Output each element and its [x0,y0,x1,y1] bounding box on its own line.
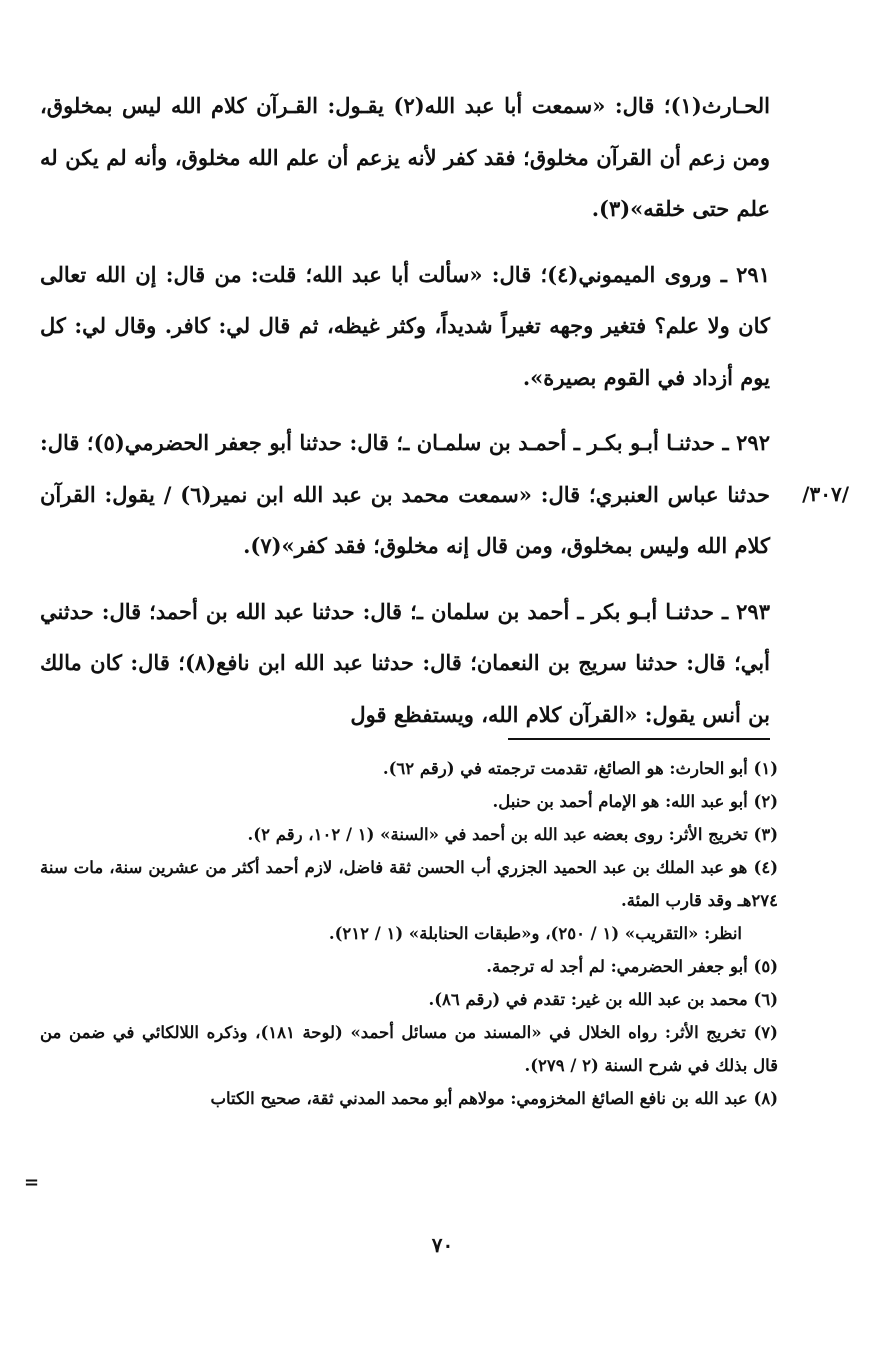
footnote-5: (٥) أبو جعفر الحضرمي: لم أجد له ترجمة. [486,957,778,976]
footnotes-block [40,752,778,1115]
footnote-2: (٢) أبو عبد الله: هو الإمام أحمد بن حنبل. [492,792,778,811]
page-number: ٧٠ [431,1233,454,1257]
paragraph-293: ٢٩٣ ـ حدثنـا أبـو بكر ـ أحمد بن سلمان ـ؛ قال: حدثنا عبد الله بن أحمد؛ قال: حدثني أبي؛ قال: حدثنا سريج بن النعمان؛ قال: حدثنا عبد الله ابن نافع(٨)؛ قال: كان مالك بن أنس يقول: «القرآن كلام الله، ويستفظع قول [40,598,770,727]
footnote-6: (٦) محمد بن عبد الله بن غير: تقدم في (رقم ٨٦). [428,990,778,1009]
footnote-8: (٨) عبد الله بن نافع الصائغ المخزومي: مولاهم أبو محمد المدني ثقة، صحيح الكتاب [210,1089,778,1108]
footnote-continuation-mark: = [24,1172,40,1193]
footnote-4-reference: انظر: «التقريب» (١ / ٢٥٠)، و«طبقات الحنابلة» (١ / ٢١٢). [328,924,742,943]
footnote-7: (٧) تخريج الأثر: رواه الخلال في «المسند من مسائل أحمد» (لوحة ١٨١)، وذكره اللالكائي في ضمن من قال بذلك في شرح السنة (٢ / ٢٧٩). [40,1023,778,1075]
footnote-separator [508,738,770,740]
footnote-4: (٤) هو عبد الملك بن عبد الحميد الجزري أب الحسن ثقة فاضل، لازم أحمد أكثر من عشرين سنة، مات سنة ٢٧٤هـ وقد قارب المئة. [40,858,778,910]
paragraph-292: ٢٩٢ ـ حدثنـا أبـو بكـر ـ أحمـد بن سلمـان ـ؛ قال: حدثنا أبو جعفر الحضرمي(٥)؛ قال: حدثنا عباس العنبري؛ قال: «سمعت محمد بن عبد الله ابن نمير(٦) / يقول: القرآن كلام الله وليس بمخلوق، ومن قال إنه مخلوق؛ فقد كفر»(٧). [40,430,770,558]
paragraph-291: ٢٩١ ـ وروى الميموني(٤)؛ قال: «سألت أبا عبد الله؛ قلت: من قال: إن الله تعالى كان ولا علم؟ فتغير وجهه تغيراً شديداً، وكثر غيظه، ثم قال لي: كافر. وقال لي: كل يوم أزداد في القوم بصيرة». [40,261,770,390]
main-text-block [40,80,770,740]
footnote-3: (٣) تخريج الأثر: روى بعضه عبد الله بن أحمد في «السنة» (١ / ١٠٢، رقم ٢). [247,825,778,844]
margin-page-reference: /٣٠٧/ [802,482,849,506]
footnote-1: (١) أبو الحارث: هو الصائغ، تقدمت ترجمته في (رقم ٦٢). [382,759,778,778]
paragraph-quote-harith: الحـارث(١)؛ قال: «سمعت أبا عبد الله(٢) يقـول: القـرآن كلام الله ليس بمخلوق، ومن زعم أن القرآن مخلوق؛ فقد كفر لأنه يزعم أن علم الله مخلوق، وأنه لم يكن له علم حتى خلقه»(٣). [40,93,770,221]
